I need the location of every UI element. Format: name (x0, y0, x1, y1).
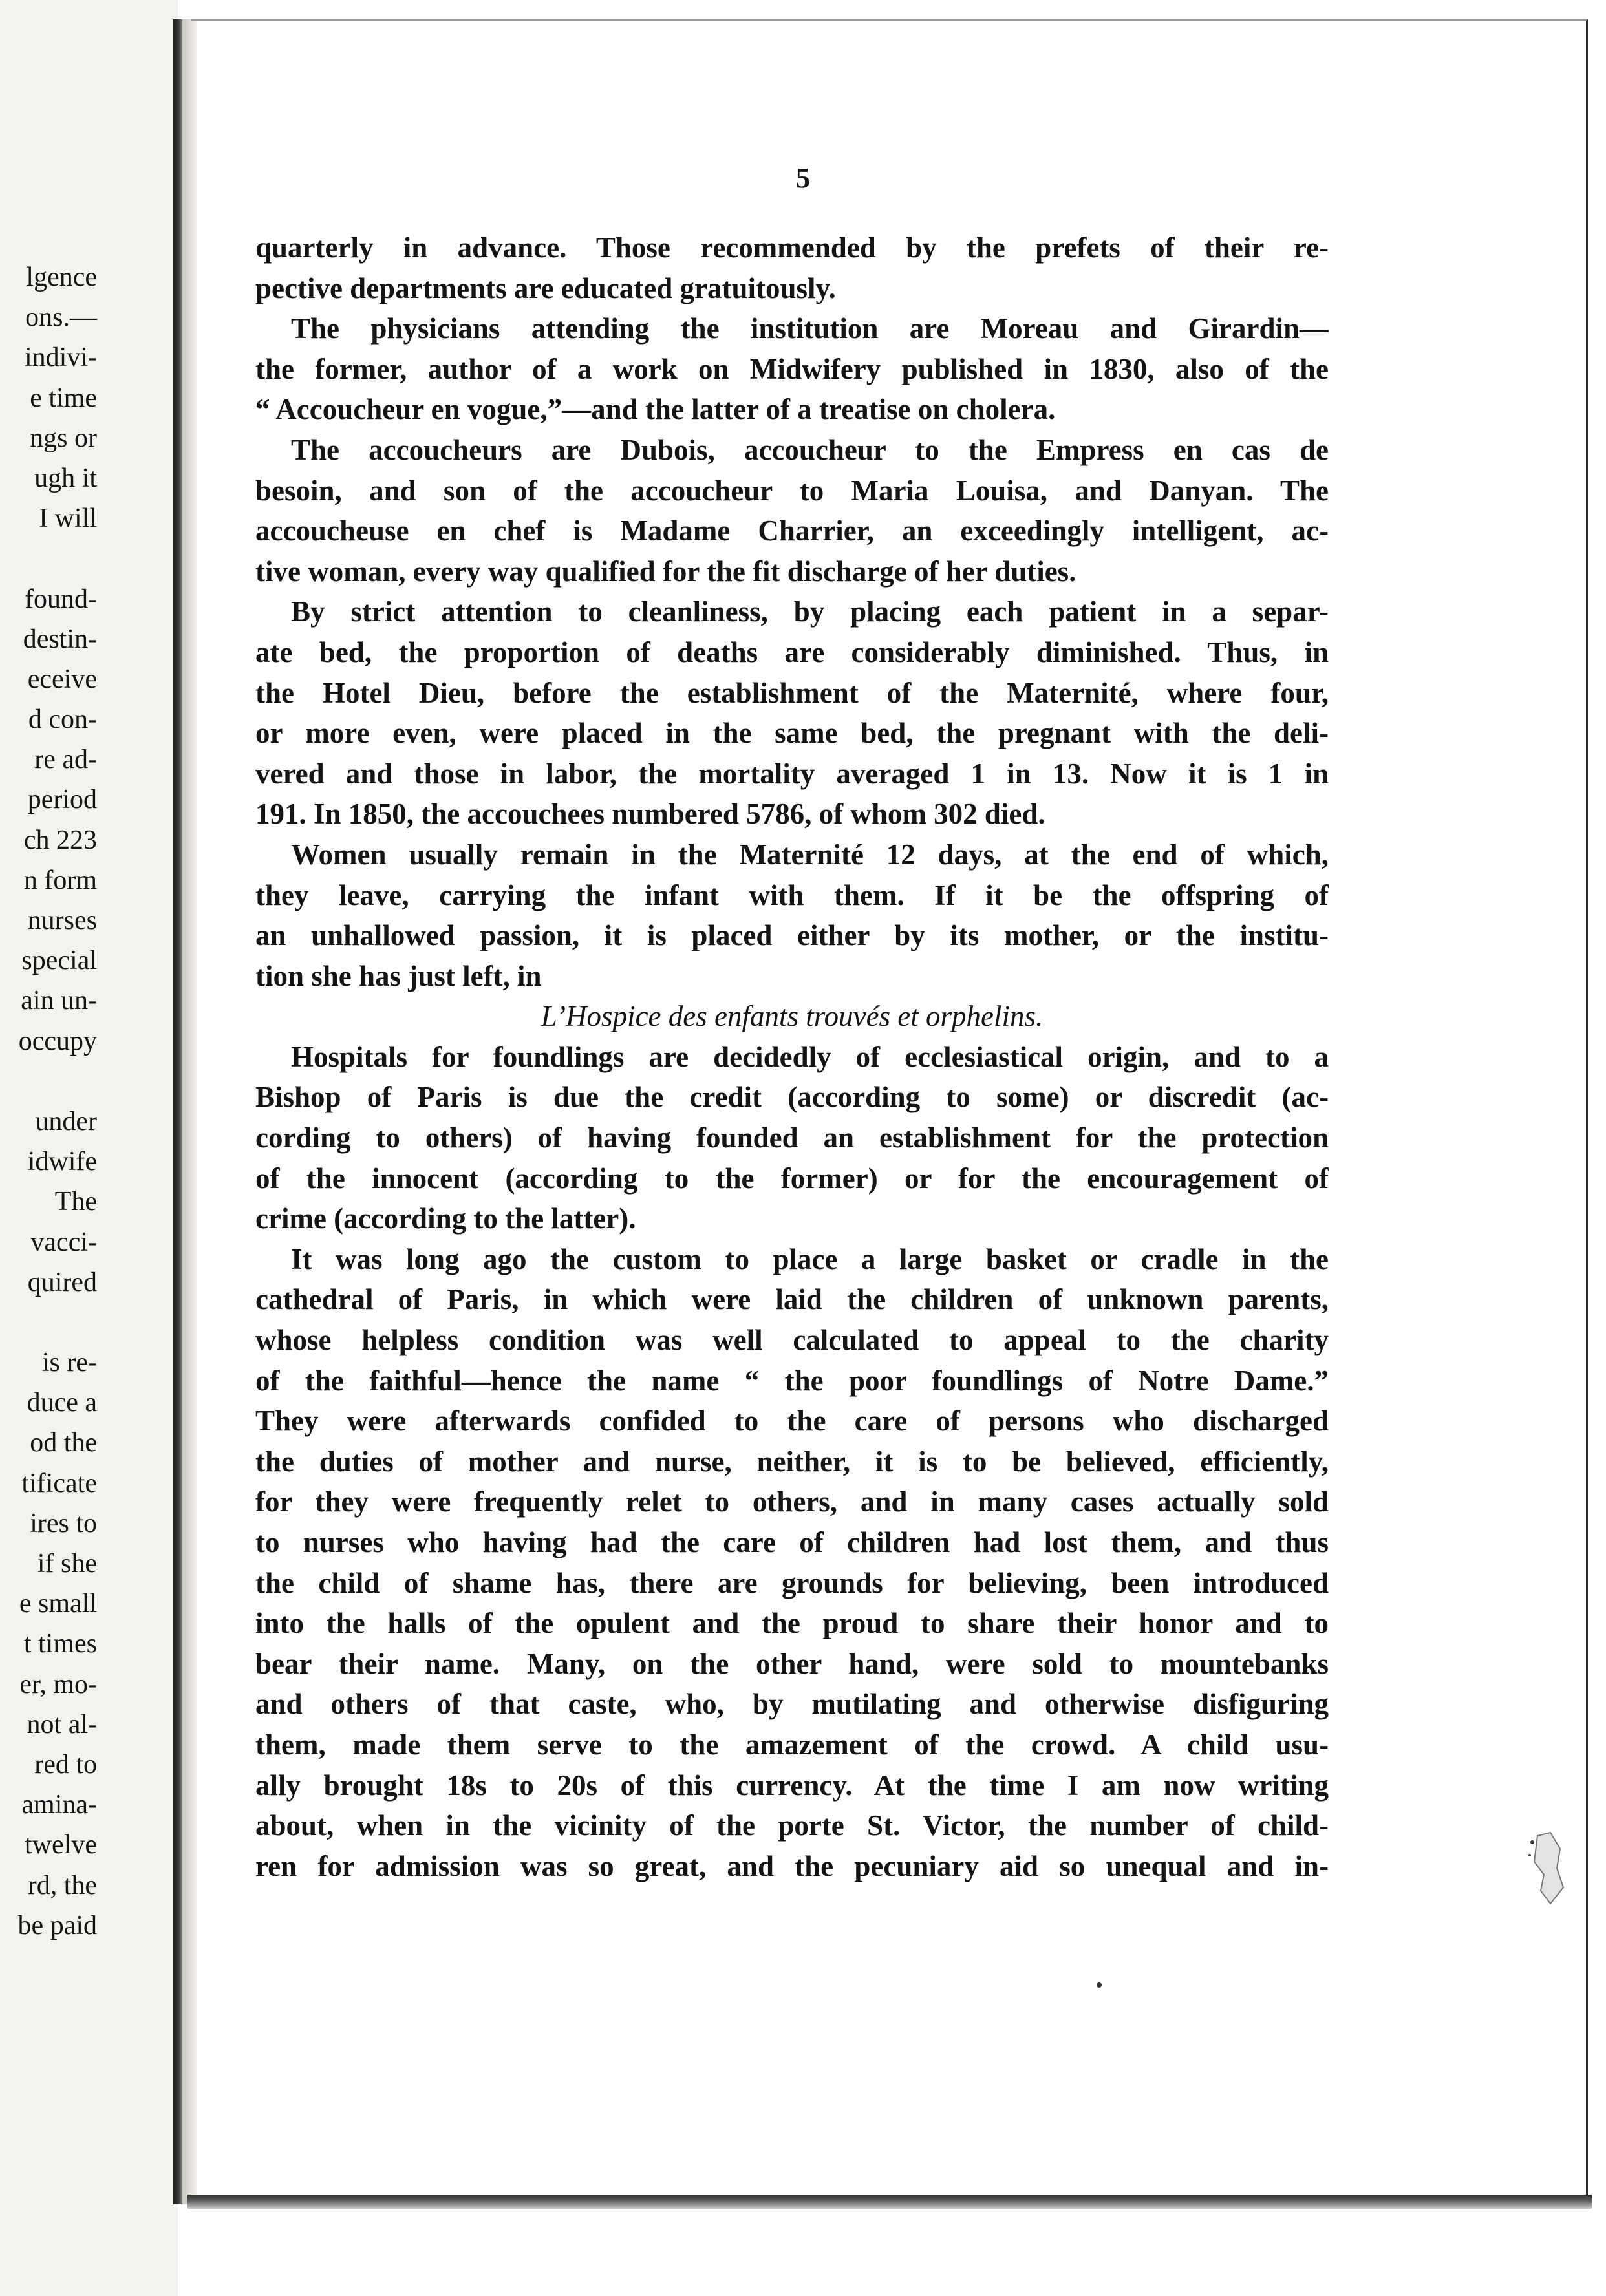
text-line: Women usually remain in the Maternité 12 days, at the end of which, (291, 838, 1329, 871)
left-page-line: quired (27, 1267, 97, 1297)
left-page-line: e small (19, 1589, 97, 1619)
left-page-line: d con- (28, 705, 97, 735)
text-line: ally brought 18s to 20s of this currency. At the time I am now writing (255, 1769, 1329, 1802)
text-line: accoucheuse en chef is Madame Charrier, an exceedingly intelligent, ac- (255, 515, 1329, 547)
text-line: into the halls of the opulent and the proud to share their honor and to (255, 1607, 1329, 1640)
left-page-line: t times (23, 1629, 97, 1659)
text-line: crime (according to the latter). (255, 1202, 636, 1235)
left-page-line: eceive (27, 664, 97, 694)
left-page-line: rd, the (27, 1870, 97, 1900)
left-page-line: tificate (21, 1468, 97, 1498)
text-line: bear their name. Many, on the other hand, were sold to mountebanks (255, 1647, 1329, 1680)
left-page-line: occupy (18, 1026, 97, 1056)
left-page-line: od the (30, 1428, 97, 1458)
text-line: ate bed, the proportion of deaths are considerably diminished. Thus, in (255, 635, 1329, 668)
left-page-line: destin- (23, 624, 97, 654)
left-page-line: under (35, 1106, 97, 1136)
book-spine-edge (173, 19, 182, 2204)
left-page-line: ngs or (30, 423, 97, 453)
left-page-line: if she (37, 1549, 97, 1578)
text-line: cathedral of Paris, in which were laid the children of unknown parents, (255, 1283, 1329, 1316)
text-line: they leave, carrying the infant with them. If it be the offspring of (255, 878, 1329, 911)
text-line: the Hotel Dieu, before the establishment of the Maternité, where four, (255, 676, 1329, 709)
text-line: to nurses who having had the care of children had lost them, and thus (255, 1526, 1329, 1558)
text-line: the child of shame has, there are grounds for believing, been introduced (255, 1566, 1329, 1599)
left-page-line: ugh it (34, 463, 97, 493)
text-line: or more even, were placed in the same bed, the pregnant with the deli- (255, 717, 1329, 750)
text-line: tive woman, every way qualified for the fit discharge of her duties. (255, 555, 1076, 588)
left-page-line: ires to (30, 1508, 97, 1538)
left-page-line: be paid (17, 1910, 97, 1940)
text-line: Bishop of Paris is due the credit (according to some) or discredit (ac- (255, 1081, 1329, 1114)
text-line: and others of that caste, who, by mutilating and otherwise disfiguring (255, 1688, 1329, 1721)
left-page-line: The (54, 1187, 97, 1217)
left-page-line: er, mo- (19, 1669, 97, 1699)
scan-blemish (1525, 1829, 1570, 1907)
left-page-line: amina- (21, 1790, 97, 1820)
left-page-line: n form (23, 865, 97, 895)
left-page-line: found- (25, 584, 97, 614)
text-line: By strict attention to cleanliness, by placing each patient in a separ- (291, 595, 1329, 628)
left-page-line: ch 223 (23, 825, 97, 855)
text-line: an unhallowed passion, it is placed either by its mother, or the institu- (255, 919, 1329, 952)
text-line: 191. In 1850, the accouchees numbered 5786, of whom 302 died. (255, 798, 1045, 831)
text-line: them, made them serve to the amazement of the crowd. A child usu- (255, 1728, 1329, 1761)
section-heading: L’Hospice des enfants trouvés et orphelins. (541, 1000, 1044, 1033)
text-line: vered and those in labor, the mortality averaged 1 in 13. Now it is 1 in (255, 757, 1329, 790)
text-line: about, when in the vicinity of the porte St. Victor, the number of child- (255, 1809, 1329, 1842)
left-page-line: ons.— (25, 303, 97, 333)
left-page-line: I will (39, 504, 97, 534)
left-page-line: lgence (26, 262, 97, 292)
left-page-line: e time (30, 383, 97, 413)
text-line: They were afterwards confided to the care of persons who discharged (255, 1405, 1329, 1438)
left-page-line: vacci- (30, 1227, 97, 1257)
left-page-line: twelve (25, 1830, 97, 1860)
text-line: The physicians attending the institution are Moreau and Girardin— (291, 312, 1329, 345)
text-line: “ Accoucheur en vogue,”—and the latter of a treatise on cholera. (255, 393, 1056, 426)
left-page-line: idwife (27, 1147, 97, 1177)
left-page-line: special (21, 946, 97, 976)
text-line: besoin, and son of the accoucheur to Maria Louisa, and Danyan. The (255, 474, 1329, 507)
scan-speck (1097, 1982, 1102, 1988)
page-bottom-edge (187, 2195, 1592, 2209)
page-number: 5 (796, 162, 810, 194)
left-page-line (0, 1302, 97, 1343)
text-line: whose helpless condition was well calculated to appeal to the charity (255, 1324, 1329, 1357)
left-page-line: not al- (27, 1709, 97, 1739)
text-line: the former, author of a work on Midwifery published in 1830, also of the (255, 352, 1329, 385)
left-page-line: is re- (41, 1348, 97, 1378)
text-line: tion she has just left, in (255, 959, 542, 992)
left-page-line (0, 1061, 97, 1101)
text-line: pective departments are educated gratuitously. (255, 271, 836, 304)
text-line: quarterly in advance. Those recommended by the prefets of their re- (255, 231, 1329, 264)
left-page-line: red to (34, 1749, 97, 1780)
left-page-line: ain un- (21, 986, 97, 1016)
text-line: for they were frequently relet to others, and in many cases actually sold (255, 1485, 1329, 1518)
text-line: ren for admission was so great, and the pecuniary aid so unequal and in- (255, 1849, 1329, 1882)
text-line: of the innocent (according to the former) or for the encouragement of (255, 1162, 1329, 1195)
left-page-line: indivi- (25, 343, 97, 373)
text-line: The accoucheurs are Dubois, accoucheur to the Empress en cas de (291, 433, 1329, 466)
page-body-text (255, 228, 1329, 1886)
left-page-line (0, 538, 97, 579)
text-line: It was long ago the custom to place a large basket or cradle in the (291, 1242, 1329, 1275)
text-line: of the faithful—hence the name “ the poor foundlings of Notre Dame.” (255, 1364, 1329, 1397)
left-page-line: re ad- (34, 745, 97, 775)
left-page-text-column (0, 257, 97, 1946)
left-page-line: period (27, 785, 97, 815)
text-line: the duties of mother and nurse, neither, it is to be believed, efficiently, (255, 1445, 1329, 1478)
left-page-line: duce a (27, 1388, 97, 1418)
left-page-line: nurses (27, 906, 97, 935)
text-line: cording to others) of having founded an establishment for the protection (255, 1121, 1329, 1154)
text-line: Hospitals for foundlings are decidedly of ecclesiastical origin, and to a (291, 1040, 1329, 1073)
